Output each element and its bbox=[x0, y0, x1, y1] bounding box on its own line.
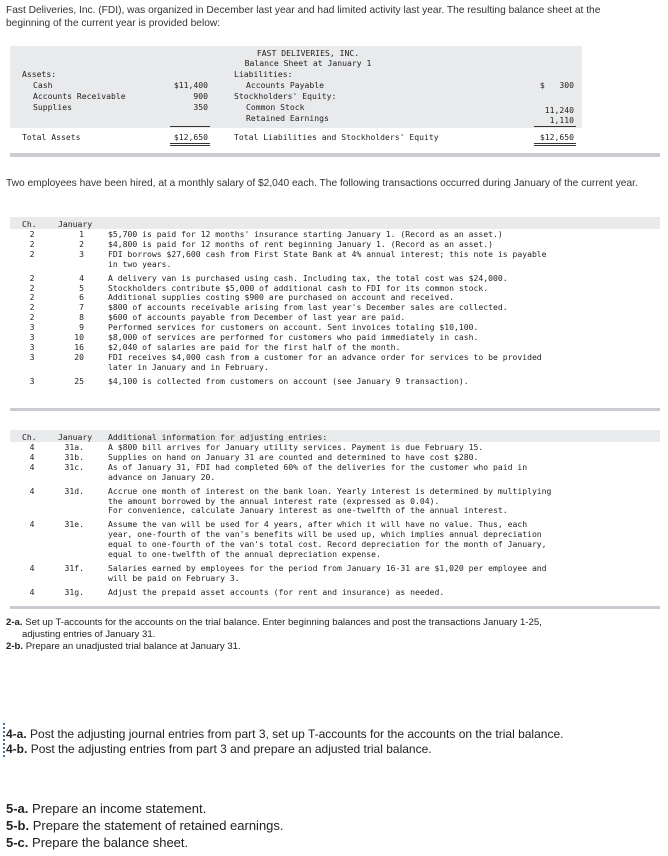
part-5a-label: 5-a. bbox=[6, 801, 29, 816]
row-description: Assume the van will be used for 4 years, after which it will have no value. Thus, each bbox=[108, 519, 528, 530]
bs-se-label: Stockholders' Equity: bbox=[234, 91, 337, 101]
row-description: the amount borrowed by the annual interest rate (expressed as 0.04). bbox=[108, 495, 440, 506]
transactions-separator bbox=[10, 408, 660, 411]
part-4b-text: Post the adjusting entries from part 3 and prepare an adjusted trial balance. bbox=[30, 742, 432, 756]
row-chapter: 4 bbox=[29, 586, 35, 597]
part-5c-text: Prepare the balance sheet. bbox=[32, 835, 189, 850]
row-description: A delivery van is purchased using cash. Including tax, the total cost was $24,000. bbox=[108, 272, 508, 283]
row-chapter: 2 bbox=[29, 312, 35, 323]
col-date-header: January bbox=[58, 219, 93, 229]
row-chapter: 4 bbox=[29, 562, 35, 573]
row-description: Accrue one month of interest on the bank loan. Yearly interest is determined by multiplying bbox=[108, 485, 552, 496]
row-chapter: 4 bbox=[29, 442, 35, 452]
part-4a-label: 4-a. bbox=[6, 727, 27, 741]
row-description: equal to one-fourth of the van's total cost. Record depreciation for the month of January, bbox=[108, 539, 547, 550]
row-date: 7 bbox=[79, 302, 84, 313]
part-4a bbox=[6, 727, 563, 742]
bs-cs-label: Common Stock bbox=[246, 102, 305, 112]
row-chapter: 4 bbox=[29, 461, 35, 472]
bs-cash-label: Cash bbox=[33, 80, 53, 90]
col-date-header: January bbox=[58, 432, 93, 442]
row-date: 31f. bbox=[64, 562, 84, 573]
row-date: 31e. bbox=[64, 519, 84, 530]
part-5b bbox=[6, 818, 284, 834]
bs-re-value: 1,110 bbox=[549, 115, 574, 125]
row-date: 31d. bbox=[64, 485, 84, 496]
row-description: FDI borrows $27,600 cash from First State Bank at 4% annual interest; this note is payable bbox=[108, 248, 547, 259]
intro-text: Fast Deliveries, Inc. (FDI), was organized in December last year and had limited activity last year. The resulting balance sheet at the beginning of the current year is provided below: bbox=[6, 5, 601, 29]
part-4a-text: Post the adjusting journal entries from part 3, set up T-accounts for the accounts on the trial balance. bbox=[30, 727, 564, 741]
bs-total-le-value: $12,650 bbox=[539, 132, 574, 142]
row-description: later in January and in February. bbox=[108, 361, 269, 372]
row-description: Stockholders contribute $5,000 of additional cash to FDI for its common stock. bbox=[108, 282, 489, 293]
row-description: will be paid on February 3. bbox=[108, 572, 240, 583]
row-description: $5,700 is paid for 12 months' insurance starting January 1. (Record as an asset.) bbox=[108, 229, 503, 239]
row-date: 31c. bbox=[64, 461, 84, 472]
bs-ar-value: 900 bbox=[193, 91, 208, 101]
row-chapter: 2 bbox=[29, 229, 35, 239]
row-chapter: 2 bbox=[29, 302, 35, 313]
row-description: $4,100 is collected from customers on account (see January 9 transaction). bbox=[108, 375, 469, 386]
row-description: $8,000 of services are performed for customers who paid immediately in cash. bbox=[108, 332, 479, 342]
row-description: $800 of accounts receivable arising from last year's December sales are collected. bbox=[108, 302, 508, 313]
bs-cash-value: $11,400 bbox=[173, 80, 208, 90]
row-description: $2,040 of salaries are paid for the first half of the month. bbox=[108, 341, 401, 352]
row-chapter: 3 bbox=[29, 322, 35, 333]
row-chapter: 3 bbox=[29, 341, 35, 352]
bs-title-date: Balance Sheet at January 1 bbox=[244, 58, 372, 68]
row-date: 8 bbox=[79, 312, 84, 323]
row-description: As of January 31, FDI had completed 60% of the deliveries for the customer who paid in bbox=[108, 461, 528, 472]
row-date: 5 bbox=[79, 282, 84, 293]
row-description: $4,800 is paid for 12 months of rent beginning January 1. (Record as an asset.) bbox=[108, 238, 493, 249]
bs-ar-label: Accounts Receivable bbox=[33, 91, 126, 101]
part-5b-text: Prepare the statement of retained earnings. bbox=[32, 818, 284, 833]
row-date: 1 bbox=[79, 229, 84, 239]
row-description: Adjust the prepaid asset accounts (for rent and insurance) as needed. bbox=[108, 586, 445, 597]
transactions-header-band bbox=[10, 217, 660, 229]
part-5c-label: 5-c. bbox=[6, 835, 29, 850]
row-description: advance on January 20. bbox=[108, 471, 216, 482]
part-5b-label: 5-b. bbox=[6, 818, 30, 833]
row-chapter: 4 bbox=[29, 451, 35, 462]
row-date: 16 bbox=[74, 341, 84, 352]
row-description: $600 of accounts payable from December of last year are paid. bbox=[108, 312, 406, 323]
row-date: 31g. bbox=[64, 586, 84, 597]
row-description: For convenience, calculate January interest as one-twelfth of the annual interest. bbox=[108, 505, 508, 516]
row-date: 3 bbox=[79, 248, 84, 259]
bs-title-company: FAST DELIVERIES, INC. bbox=[256, 48, 360, 58]
part-2a-continued bbox=[22, 629, 155, 641]
bs-assets-label: Assets: bbox=[22, 69, 57, 79]
part-2a bbox=[6, 617, 542, 629]
bs-total-le-double-rule bbox=[534, 143, 576, 146]
bs-supplies-value: 350 bbox=[193, 102, 208, 112]
row-chapter: 2 bbox=[29, 272, 35, 283]
row-date: 31b. bbox=[64, 451, 84, 462]
row-date: 20 bbox=[74, 351, 84, 362]
row-description: A $800 bill arrives for January utility services. Payment is due February 15. bbox=[108, 442, 484, 452]
bs-total-assets-value: $12,650 bbox=[173, 132, 208, 142]
row-date: 6 bbox=[79, 292, 84, 303]
bs-ap-label: Accounts Payable bbox=[246, 80, 324, 90]
row-chapter: 4 bbox=[29, 485, 35, 496]
row-chapter: 2 bbox=[29, 238, 35, 249]
row-description: FDI receives $4,000 cash from a customer for an advance order for services to be provided bbox=[108, 351, 542, 362]
part-2b-label: 2-b. bbox=[6, 641, 24, 652]
row-description: equal to one-twelfth of the annual depreciation expense. bbox=[108, 549, 381, 559]
part-4b bbox=[6, 742, 432, 757]
part-2a-text-2: adjusting entries of January 31. bbox=[22, 629, 156, 640]
row-description: Performed services for customers on account. Sent invoices totaling $10,100. bbox=[108, 322, 479, 333]
part-5a bbox=[6, 801, 206, 817]
row-chapter: 2 bbox=[29, 248, 35, 259]
bs-cs-value: 11,240 bbox=[544, 105, 574, 115]
row-description: year, one-fourth of the van's benefits will be used up, which implies annual depreciation bbox=[108, 529, 542, 540]
part-5a-text: Prepare an income statement. bbox=[32, 801, 207, 816]
row-description: in two years. bbox=[108, 258, 172, 269]
row-description: Additional supplies costing $900 are purchased on account and received. bbox=[108, 292, 454, 303]
bs-re-label: Retained Earnings bbox=[246, 113, 329, 123]
row-chapter: 4 bbox=[29, 519, 35, 530]
bs-total-le-label: Total Liabilities and Stockholders' Equity bbox=[234, 132, 439, 142]
employees-text: Two employees have been hired, at a monthly salary of $2,040 each. The following transactions occurred during January of the current year. bbox=[6, 178, 638, 189]
part-2b bbox=[6, 641, 241, 653]
row-chapter: 3 bbox=[29, 375, 35, 386]
row-chapter: 3 bbox=[29, 351, 35, 362]
balance-sheet-separator bbox=[10, 153, 660, 157]
row-date: 31a. bbox=[64, 442, 84, 452]
row-chapter: 3 bbox=[29, 332, 35, 342]
bs-liabilities-underline bbox=[534, 126, 576, 127]
row-date: 25 bbox=[74, 375, 84, 386]
row-chapter: 2 bbox=[29, 282, 35, 293]
part-4b-label: 4-b. bbox=[6, 742, 28, 756]
bs-supplies-label: Supplies bbox=[33, 102, 72, 112]
part-2a-text: Set up T-accounts for the accounts on the trial balance. Enter beginning balances and post the transactions January 1-25, bbox=[25, 617, 542, 628]
row-date: 9 bbox=[79, 322, 84, 333]
row-date: 2 bbox=[79, 238, 84, 249]
row-chapter: 2 bbox=[29, 292, 35, 303]
adjustments-header-text: Additional information for adjusting entries: bbox=[108, 432, 328, 442]
part-2a-label: 2-a. bbox=[6, 617, 23, 628]
row-description: Supplies on hand on January 31 are counted and determined to have cost $280. bbox=[108, 451, 479, 462]
row-date: 4 bbox=[79, 272, 84, 283]
row-description: Salaries earned by employees for the period from January 16-31 are $1,020 per employee and bbox=[108, 562, 547, 573]
row-date: 10 bbox=[74, 332, 84, 342]
part-2b-text: Prepare an unadjusted trial balance at January 31. bbox=[25, 641, 241, 652]
bs-assets-underline bbox=[170, 126, 210, 127]
part-5c bbox=[6, 835, 188, 851]
bs-total-assets-double-rule bbox=[170, 143, 210, 146]
balance-sheet bbox=[8, 46, 580, 147]
bs-liabilities-label: Liabilities: bbox=[234, 69, 293, 79]
bs-ap-value: $ 300 bbox=[539, 80, 574, 90]
bs-total-assets-label: Total Assets bbox=[22, 132, 81, 142]
col-ch-header: Ch. bbox=[22, 432, 37, 442]
col-ch-header: Ch. bbox=[22, 219, 37, 229]
adjustments-separator bbox=[10, 606, 660, 609]
